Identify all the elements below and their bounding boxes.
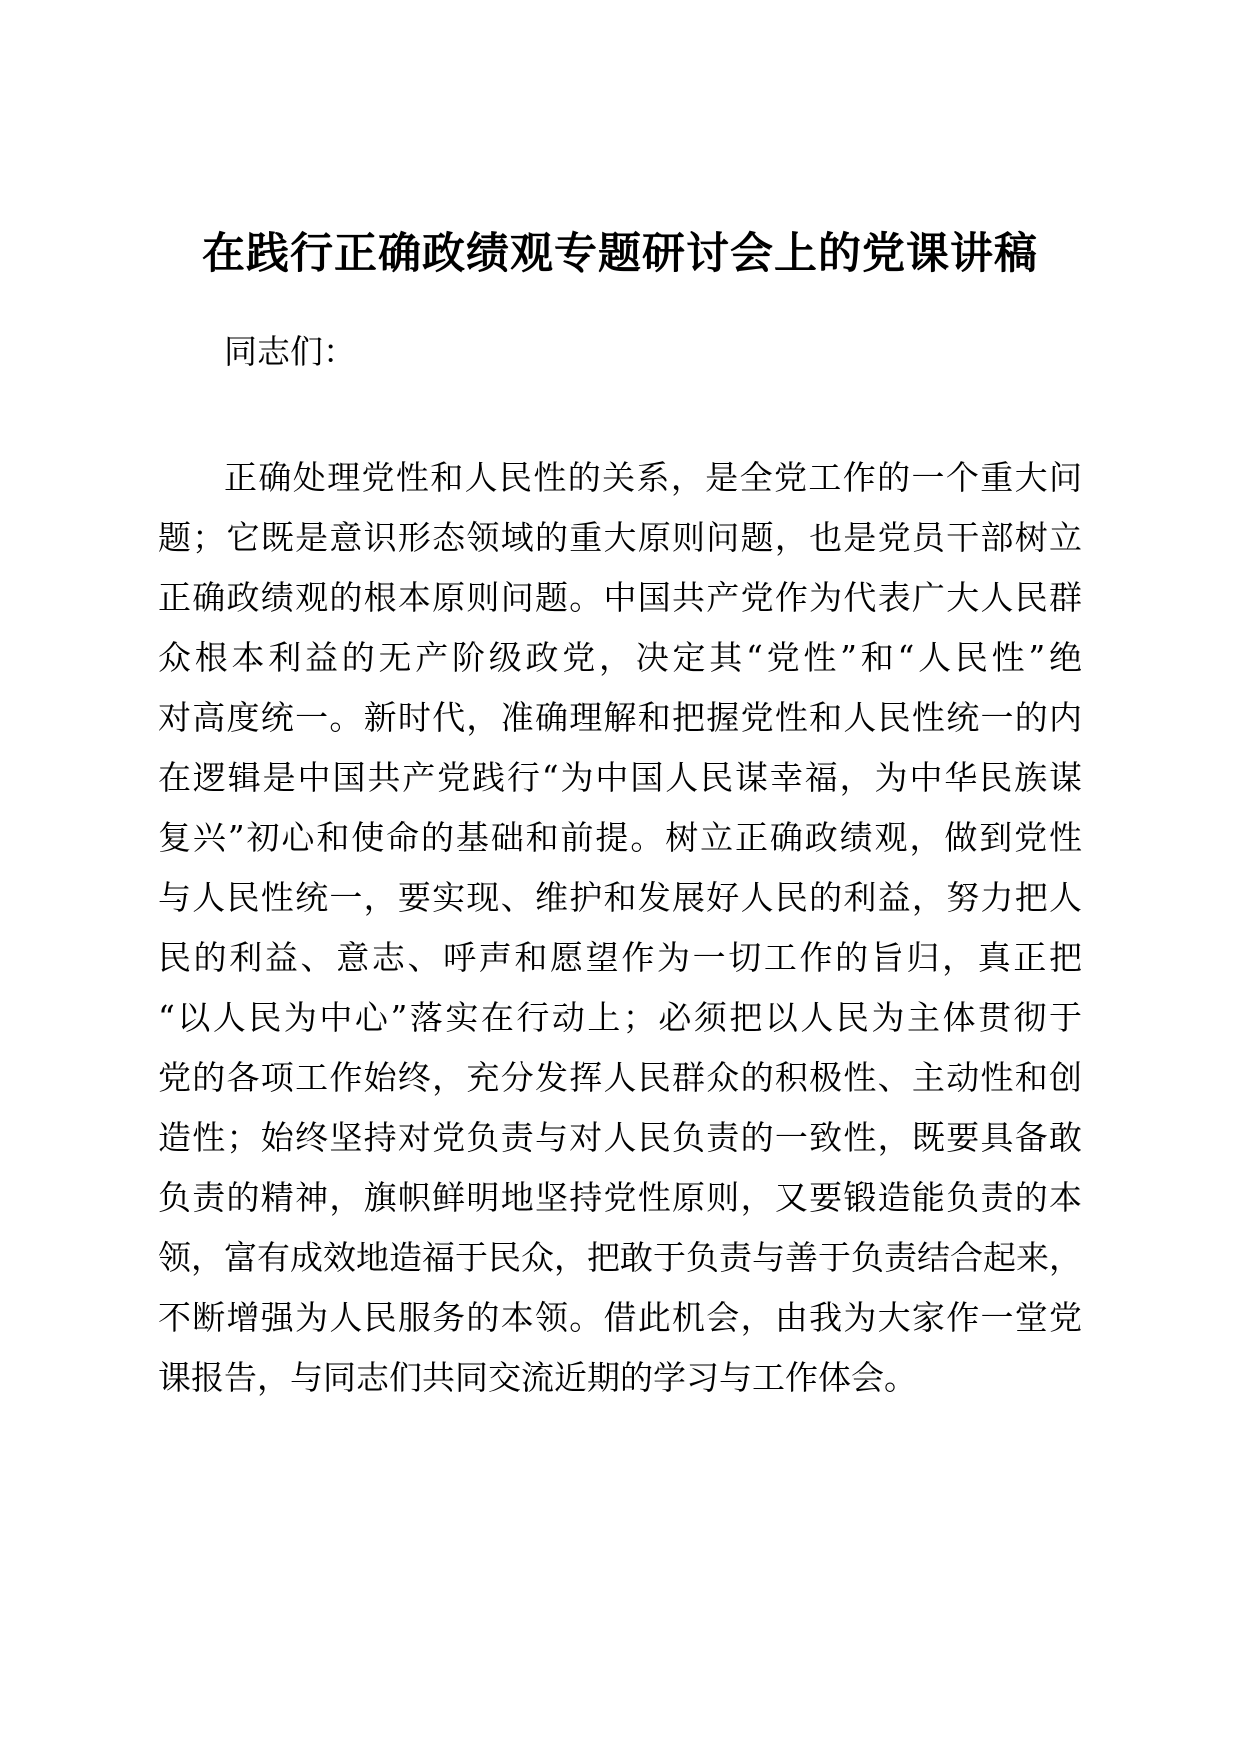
- paragraph-line: 不断增强为人民服务的本领。借此机会，由我为大家作一堂党: [158, 1298, 1082, 1337]
- paragraph-line: 民的利益、意志、呼声和愿望作为一切工作的旨归，真正把: [158, 938, 1082, 977]
- paragraph-line: 复兴”初心和使命的基础和前提。树立正确政绩观，做到党性: [158, 818, 1082, 857]
- paragraph-line: 在逻辑是中国共产党践行“为中国人民谋幸福，为中华民族谋: [158, 758, 1082, 797]
- salutation: 同志们：: [224, 332, 356, 371]
- paragraph-line: 众根本利益的无产阶级政党，决定其“党性”和“人民性”绝: [158, 638, 1082, 677]
- paragraph-line: 党的各项工作始终，充分发挥人民群众的积极性、主动性和创: [158, 1058, 1082, 1097]
- paragraph-line: 题；它既是意识形态领域的重大原则问题，也是党员干部树立: [158, 518, 1082, 557]
- document-title: 在践行正确政绩观专题研讨会上的党课讲稿: [202, 229, 1038, 279]
- paragraph-line: 对高度统一。新时代，准确理解和把握党性和人民性统一的内: [158, 698, 1082, 737]
- paragraph-line: 正确政绩观的根本原则问题。中国共产党作为代表广大人民群: [158, 578, 1082, 617]
- paragraph-line: 领，富有成效地造福于民众，把敢于负责与善于负责结合起来，: [158, 1238, 1082, 1277]
- body-paragraph: [158, 448, 1082, 1408]
- paragraph-line: 课报告，与同志们共同交流近期的学习与工作体会。: [158, 1358, 917, 1397]
- paragraph-line: “以人民为中心”落实在行动上；必须把以人民为主体贯彻于: [158, 998, 1082, 1037]
- paragraph-line: 正确处理党性和人民性的关系，是全党工作的一个重大问: [224, 458, 1082, 497]
- paragraph-line: 负责的精神，旗帜鲜明地坚持党性原则，又要锻造能负责的本: [158, 1178, 1082, 1217]
- paragraph-line: 与人民性统一，要实现、维护和发展好人民的利益，努力把人: [158, 878, 1082, 917]
- paragraph-line: 造性；始终坚持对党负责与对人民负责的一致性，既要具备敢: [158, 1118, 1082, 1157]
